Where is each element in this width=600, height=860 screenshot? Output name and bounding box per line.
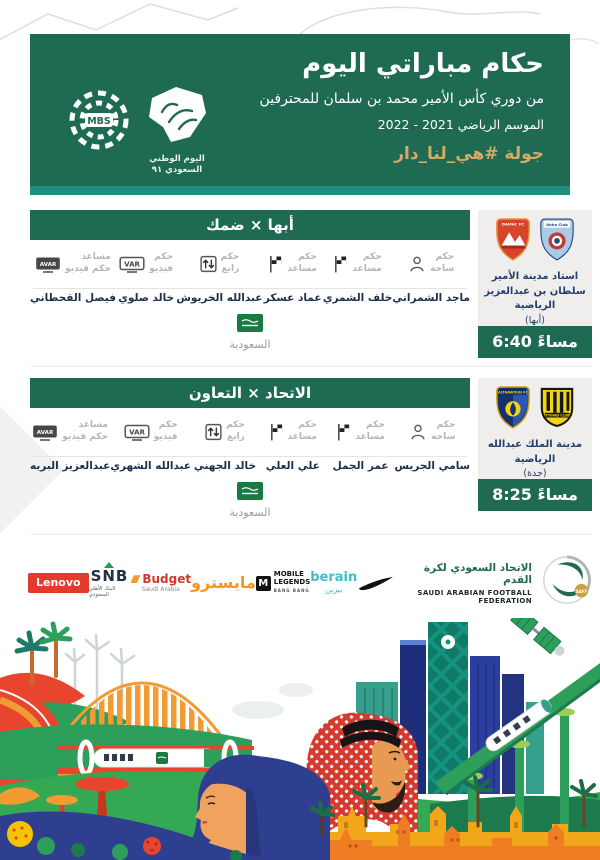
official-cell: حكم مساعد خلف الشمري <box>322 252 393 304</box>
officials-row <box>30 416 470 472</box>
saff-logo <box>540 550 594 616</box>
fourth-official-board-icon <box>200 255 217 273</box>
maestro-logo: مايسترو <box>191 573 256 593</box>
stadium-city: (جدة) <box>523 468 547 479</box>
national-day-illustration <box>0 618 600 860</box>
saff-name-arabic: الاتحاد السعودي لكرة القدم <box>423 561 532 586</box>
abha-club-badge <box>538 217 576 265</box>
referees-nationality <box>30 482 470 519</box>
official-cell: حكم مساعد علي العلي <box>265 420 320 472</box>
official-cell: حكم فيديو VAR خالد صلوي <box>118 252 175 304</box>
svg-text:ALTAAWOUN FC: ALTAAWOUN FC <box>498 390 528 395</box>
svg-text:AVAR: AVAR <box>39 261 57 268</box>
snb-logo: SNB البنك الأهلي السعودي <box>89 568 131 598</box>
club-badges <box>478 378 592 433</box>
svg-text:SAFF: SAFF <box>575 588 588 594</box>
official-cell: حكم مساعد عماد عسكر <box>263 252 322 304</box>
saff-name-english: SAUDI ARABIAN FOOTBALL FEDERATION <box>417 588 532 605</box>
match-card-ittihad-taawoun <box>30 378 592 535</box>
official-cell: حكم فيديو VAR عبدالله الشهري <box>110 420 192 472</box>
official-name: خالد صلوي <box>118 292 175 304</box>
saudi-flag-icon <box>237 317 263 336</box>
match-title-bar: أبها × ضمك <box>30 210 470 240</box>
avar-monitor-icon <box>35 255 61 274</box>
kickoff-time: 8:25 مساءً <box>478 479 592 511</box>
official-name: عبدالله الخريوش <box>176 292 263 304</box>
mbs-league-logo <box>68 82 130 178</box>
svg-text:VAR: VAR <box>124 260 141 268</box>
season-label: الموسم الرياضي 2021 - 2022 <box>377 116 544 132</box>
berain-logo: berain بيرين <box>310 570 358 594</box>
official-cell: حكم رابع عبدالله الخريوش <box>176 252 263 304</box>
budget-logo: Budget Saudi Arabia <box>130 573 191 594</box>
national-day-label: اليوم الوطني <box>149 154 205 164</box>
nationality-label: السعودية <box>229 506 271 519</box>
official-name: علي العلي <box>265 460 320 472</box>
header-text <box>184 48 544 164</box>
stadium-city: (أبها) <box>525 314 545 326</box>
official-cell: حكم رابع خالد الجهني <box>193 420 257 472</box>
satellite <box>511 618 569 660</box>
saudi-flag-icon <box>237 485 263 504</box>
header-accent-strip <box>30 186 570 195</box>
svg-text:Abha Club: Abha Club <box>546 221 568 227</box>
national-day-logo: اليوم الوطني السعودي ٩١ <box>144 82 210 176</box>
var-monitor-icon <box>119 255 145 274</box>
budget-icon <box>130 575 140 583</box>
official-name: خالد الجهني <box>193 460 257 472</box>
official-cell: حكم ساحة سامي الجريس <box>394 420 470 472</box>
assistant-flag-icon <box>333 254 348 274</box>
stadium-name: استاد مدينة الأمير سلطان بن عبدالعزيز الرياضية <box>484 271 586 311</box>
damac-club-badge <box>494 217 532 265</box>
poster-title: حكام مباراتي اليوم <box>302 49 544 79</box>
officials-row <box>30 248 470 304</box>
svg-text:ITTIHAD CLUB: ITTIHAD CLUB <box>544 413 570 418</box>
referee-icon <box>408 254 426 274</box>
lenovo-logo: Lenovo <box>28 573 89 593</box>
var-monitor-icon <box>124 423 150 442</box>
referees-nationality <box>30 314 470 351</box>
header-banner <box>30 34 570 186</box>
sponsors-row <box>28 550 594 616</box>
assistant-flag-icon <box>269 422 284 442</box>
assistant-flag-icon <box>336 422 351 442</box>
ittihad-club-badge <box>538 385 576 433</box>
mobile-legends-logo: M MOBILE LEGENDS BANG BANG <box>256 571 310 594</box>
round-hashtag: جولة #هي_لنا_دار <box>394 143 544 164</box>
nike-logo <box>357 576 395 591</box>
official-name: عمر الجمل <box>332 460 389 472</box>
referee-icon <box>409 422 427 442</box>
match-info-panel <box>478 378 592 508</box>
official-name: عماد عسكر <box>263 292 322 304</box>
club-badges <box>478 210 592 265</box>
avar-monitor-icon <box>32 423 58 442</box>
official-cell: مساعد حكم فيديو AVAR عبدالعزيز البريه <box>30 420 111 472</box>
assistant-flag-icon <box>268 254 283 274</box>
official-name: فيصل القحطاني <box>30 292 116 304</box>
official-name: عبدالعزيز البريه <box>30 460 111 472</box>
svg-text:VAR: VAR <box>128 428 145 436</box>
saff-federation-block <box>395 550 594 616</box>
official-cell: حكم ساحة ماجد الشمراني <box>392 252 470 304</box>
match-title-bar: الاتحاد × التعاون <box>30 378 470 408</box>
kickoff-time: 6:40 مساءً <box>478 326 592 358</box>
official-name: خلف الشمري <box>322 292 393 304</box>
official-name: عبدالله الشهري <box>110 460 192 472</box>
svg-text:MBS: MBS <box>87 116 111 127</box>
official-cell: حكم مساعد عمر الجمل <box>332 420 389 472</box>
match-card-abha-damac <box>30 210 592 367</box>
official-name: ماجد الشمراني <box>392 292 470 304</box>
official-cell: مساعد حكم فيديو AVAR فيصل القحطاني <box>30 252 116 304</box>
svg-text:AVAR: AVAR <box>37 429 54 436</box>
mobile-legends-icon: M <box>256 576 271 591</box>
fourth-official-board-icon <box>205 423 222 441</box>
official-name: سامي الجريس <box>394 460 470 472</box>
taawoun-club-badge <box>494 385 532 433</box>
svg-text:DAMAC FC: DAMAC FC <box>501 221 525 227</box>
stadium-name: مدينة الملك عبدالله الرياضية <box>487 439 583 465</box>
poster-subtitle: من دوري كأس الأمير محمد بن سلمان للمحترفين <box>259 90 544 107</box>
match-info-panel <box>478 210 592 352</box>
nationality-label: السعودية <box>229 338 271 351</box>
